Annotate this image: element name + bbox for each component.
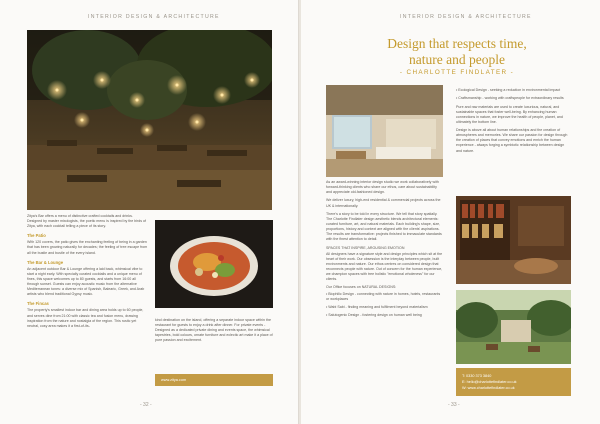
- bar-lounge-body: An adjacent outdoor Bar & Lounge offering a laid back, whimsical vibe to start a night early. With specially curated cocktails and a unique menu of fines, this space welcomes up to 80 guests, and starts from 16:00 all through sunset. Guests can enjoy acoustic music from the alternative Mediterranean tones: a diverse mix of Spanish, Balearic, Greek, and Arab artists who blend traditional Gypsy music.: [27, 266, 145, 297]
- bullet-craftsmanship: • Craftsmanship - working with craftspeople for extraordinary results: [456, 96, 564, 101]
- contact-website[interactable]: W: www.charlottefindlater.co.uk: [462, 386, 515, 390]
- library-photo: [456, 196, 571, 284]
- middle-paragraph: kind destination on the island, offering a separate indoor space within the restaurant for guests to enjoy a drink after dinner. For private events - Designed as a dedicated private dining and events space, the whimsical tapestries, bold colours, ornate furniture and eclectic art make it a place of pure passion and excitement.: [155, 318, 273, 343]
- intro-paragraph: Zitya's Bar offers a menu of distinctive crafted cocktails and drinks. Designed by master mixologists, the poetic menu is inspired by the birds of Zitya, with each cocktail telling a piece of its story.: [27, 214, 147, 229]
- contact-phone[interactable]: T: 0330 373 3840: [462, 374, 492, 378]
- left-column-text: [27, 214, 149, 332]
- left-page-header: INTERIOR DESIGN & ARCHITECTURE: [88, 14, 220, 20]
- interior-photo: [326, 85, 443, 177]
- right-left-column: [326, 180, 443, 321]
- left-page-number: - 32 -: [140, 402, 152, 408]
- title-line-1: Design that respects time,: [387, 36, 527, 51]
- contact-box: [456, 368, 571, 396]
- bullet-wabi-sabi: • Wabi Sabi - finding meaning and fulfilment beyond materialism: [326, 304, 428, 309]
- bar-lounge-heading: The Bar & Lounge: [27, 259, 64, 265]
- office-heading: Our Office focuses on NATURAL DESIGNS:: [326, 285, 397, 290]
- title-line-2: nature and people: [409, 51, 505, 67]
- emotion-body: All designers have a signature style and design principles which sit at the heart of their work. Our obsession is the interplay between people, built environments and nature. Our ethos centres on considered design that reconnects people with nature. Out of concern for the human experience, we champion spaces with tree holistic "emotional wholeness" for our clients.: [326, 251, 443, 282]
- right-top-column: [456, 88, 568, 157]
- fincas-body: The property's smallest indoor bar and dining area holds up to 60 people, and serves dine from 21:00 with classic tea and fusion menu, drawing inspiration from the nature and nostalgia of the region. This rustic yet neutral, cosy area makes it a first-of-its-: [27, 308, 144, 328]
- right-page-number: - 33 -: [448, 402, 460, 408]
- right-page-header: INTERIOR DESIGN & ARCHITECTURE: [400, 14, 532, 20]
- bullet-biophilic: • Biophilic Design - connecting with nature in homes, hotels, restaurants or workplaces: [326, 291, 441, 301]
- contact-email[interactable]: E: hello@charlottefindlater.co.uk: [462, 380, 517, 384]
- fincas-heading: The Fincas: [27, 301, 49, 307]
- website-box: [155, 374, 273, 386]
- deliver-paragraph: We deliver luxury, high-end residential & commercial projects across the UK & internationally.: [326, 198, 441, 208]
- website-link[interactable]: www.zitya.com: [161, 378, 187, 382]
- middle-column-text: [155, 318, 273, 347]
- author-name: - CHARLOTTE FINDLATER -: [399, 69, 515, 76]
- patio-body: With 120 covers, the patio gives the enchanting feeling of being in a garden that has been growing naturally for decades; the feeling of tree escape from all the bustle and bustle of the every island.: [27, 240, 148, 255]
- emotion-heading: SPACES THAT INSPIRE, AROUSING EMOTION: [326, 245, 405, 250]
- award-paragraph: As an award-winning interior design studio we work collaboratively with forward-thinking clients who share our ethos, care about sustainability and appreciate old-fashioned design.: [326, 180, 439, 195]
- patio-heading: The Patio: [27, 233, 46, 239]
- story-paragraph: There's a story to be told in every structure. We tell that story spatially. The Charlotte Findlater design aesthetic blends architectural elements: curated furniture, art, and natural materials. Each building's shape, size, proportions, history and context are aligned with the clients' aspirations. The results are transformative: projects finished to immaculate standards with the finest attention to detail.: [326, 211, 442, 242]
- relationships-paragraph: Design is above all about human relationships and the creation of atmospheres and memories. We share our passion for design through the creation of places that convey emotions and enrich the human experience - always forging a symbiotic relationship between design and nature.: [456, 128, 568, 153]
- bullet-ecological: • Ecological Design - seeking a reduction in environmental impact: [456, 88, 561, 92]
- materials-paragraph: Pure and raw materials are used to create luxurious, natural, and sustainable spaces that foster well-being. By enhancing human connections in nature, we improve the health of people, planet, and ultimately the bottom line.: [456, 104, 563, 124]
- bullet-salutogenic: • Salutogenic Design - fostering design on human well being: [326, 313, 422, 318]
- article-title: [357, 36, 557, 67]
- left-page: [0, 0, 299, 424]
- courtyard-photo: [27, 30, 272, 210]
- food-photo: [155, 220, 273, 308]
- garden-photo: [456, 290, 571, 364]
